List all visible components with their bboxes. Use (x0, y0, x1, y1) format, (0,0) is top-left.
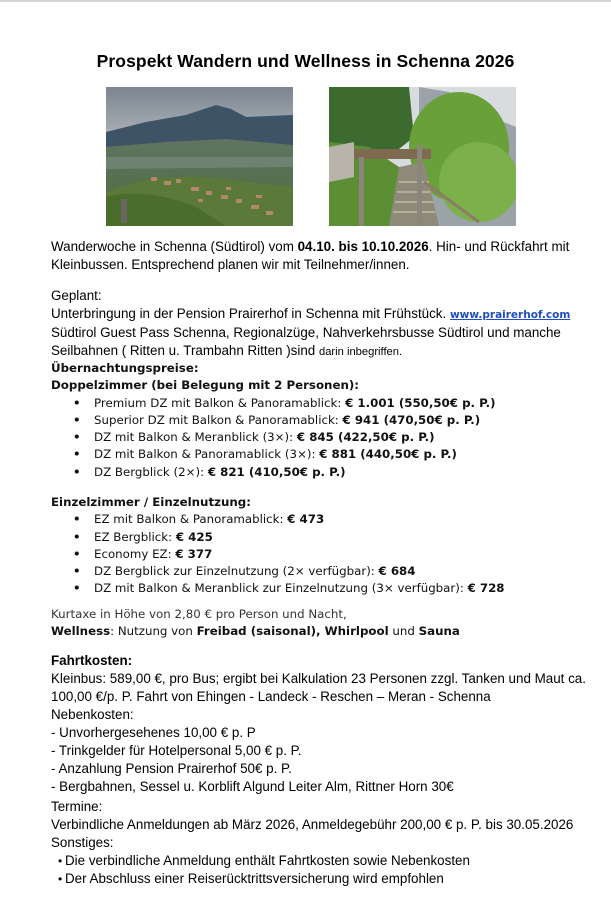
list-item: • Premium DZ mit Balkon & Panoramablick: € 1.001 (550,50€ p. P.) (51, 395, 495, 412)
prices-heading: Übernachtungspreise: (51, 361, 199, 375)
intro-paragraph: Wanderwoche in Schenna (Südtirol) vom 04.10. bis 10.10.2026. Hin- und Rückfahrt mit Kleinbussen. Entsprechend planen wir mit Teilnehmer/innen. (51, 239, 570, 272)
list-item: • Der Abschluss einer Reiserücktrittsversicherung wird empfohlen (51, 870, 573, 888)
planned-label: Geplant: (51, 288, 102, 303)
list-item: • DZ Bergblick zur Einzelnutzung (2× verfügbar): € 684 (51, 563, 505, 580)
travel-costs-section: Fahrtkosten: Kleinbus: 589,00 €, pro Bus; ergibt bei Kalkulation 23 Personen zzgl. Tanken und Maut ca. 100,00 €/p. P. Fahrt von Ehingen - Landeck - Reschen – Meran - Schenna Nebenkosten: - Unvorhergesehenes 10,00 € p. P - Trinkgelder für Hotelpersonal 5,00 € p. P. - Anzahlung Pension Prairerhof 50€ p. P. - Bergbahnen, Sessel u. Korblift Algund Leiter Alm, Rittner Horn 30€ (51, 653, 586, 794)
extra-costs-label: Nebenkosten: (51, 707, 134, 722)
kurtaxe-text: Kurtaxe in Höhe von 2,80 € pro Person und Nacht, (51, 607, 347, 621)
double-rooms-heading: Doppelzimmer (bei Belegung mit 2 Personen): (51, 378, 359, 393)
page-title: Prospekt Wandern und Wellness in Schenna 2026 (96, 51, 515, 71)
list-item: - Bergbahnen, Sessel u. Korblift Algund Leiter Alm, Rittner Horn 30€ (51, 779, 454, 794)
photo-meran-valley (106, 87, 293, 226)
list-item: • DZ mit Balkon & Meranblick zur Einzelnutzung (3× verfügbar): € 728 (51, 580, 505, 597)
list-item: • DZ mit Balkon & Panoramablick (3×): € 881 (440,50€ p. P.) (51, 446, 495, 463)
list-item: - Unvorhergesehenes 10,00 € p. P (51, 725, 256, 740)
travel-costs-heading: Fahrtkosten: (51, 653, 133, 668)
planned-section: Geplant: Unterbringung in der Pension Prairerhof in Schenna mit Frühstück. www.prairerhof.com Südtirol Guest Pass Schenna, Regionalzüge, Nahverkehrsbusse Südtirol und manche Seilbahnen ( Ritten u. Trambahn Ritten )sind darin inbegriffen. (51, 288, 571, 358)
list-item: • Economy EZ: € 377 (51, 546, 505, 563)
single-room-list (51, 511, 505, 597)
website-link[interactable]: www.prairerhof.com (449, 309, 571, 321)
list-item: • Die verbindliche Anmeldung enthält Fahrtkosten sowie Nebenkosten (51, 852, 573, 870)
dates-section: Termine: Verbindliche Anmeldungen ab März 2026, Anmeldegebühr 200,00 € p. P. bis 30.05.2026 Sonstiges: • Die verbindliche Anmeldung enthält Fahrtkosten sowie Nebenkosten • Der Abschluss einer Reiserücktrittsversicherung wird empfohlen (51, 798, 573, 888)
kurtaxe-wellness: Kurtaxe in Höhe von 2,80 € pro Person und Nacht, Wellness: Nutzung von Freibad (saisonal), Whirlpool und Sauna (51, 607, 460, 639)
list-item: • EZ mit Balkon & Panoramablick: € 473 (51, 511, 505, 528)
double-room-list (51, 395, 495, 481)
misc-label: Sonstiges: (51, 835, 114, 850)
list-item: • DZ mit Balkon & Meranblick (3×): € 845 (422,50€ p. P.) (51, 429, 495, 446)
list-item: • EZ Bergblick: € 425 (51, 529, 505, 546)
list-item: • DZ Bergblick (2×): € 821 (410,50€ p. P.) (51, 464, 495, 481)
misc-list (51, 852, 573, 888)
list-item: • Superior DZ mit Balkon & Panoramablick: € 941 (470,50€ p. P.) (51, 412, 495, 429)
photo-hiking-trail (329, 87, 516, 226)
dates-label: Termine: (51, 799, 103, 814)
single-rooms-section (51, 494, 505, 598)
list-item: - Anzahlung Pension Prairerhof 50€ p. P. (51, 761, 292, 776)
single-rooms-heading: Einzelzimmer / Einzelnutzung: (51, 495, 251, 509)
list-item: - Trinkgelder für Hotelpersonal 5,00 € p. P. (51, 743, 302, 758)
travel-dates: 04.10. bis 10.10.2026 (297, 239, 429, 254)
top-border (0, 0, 611, 2)
prices-section (51, 360, 495, 481)
